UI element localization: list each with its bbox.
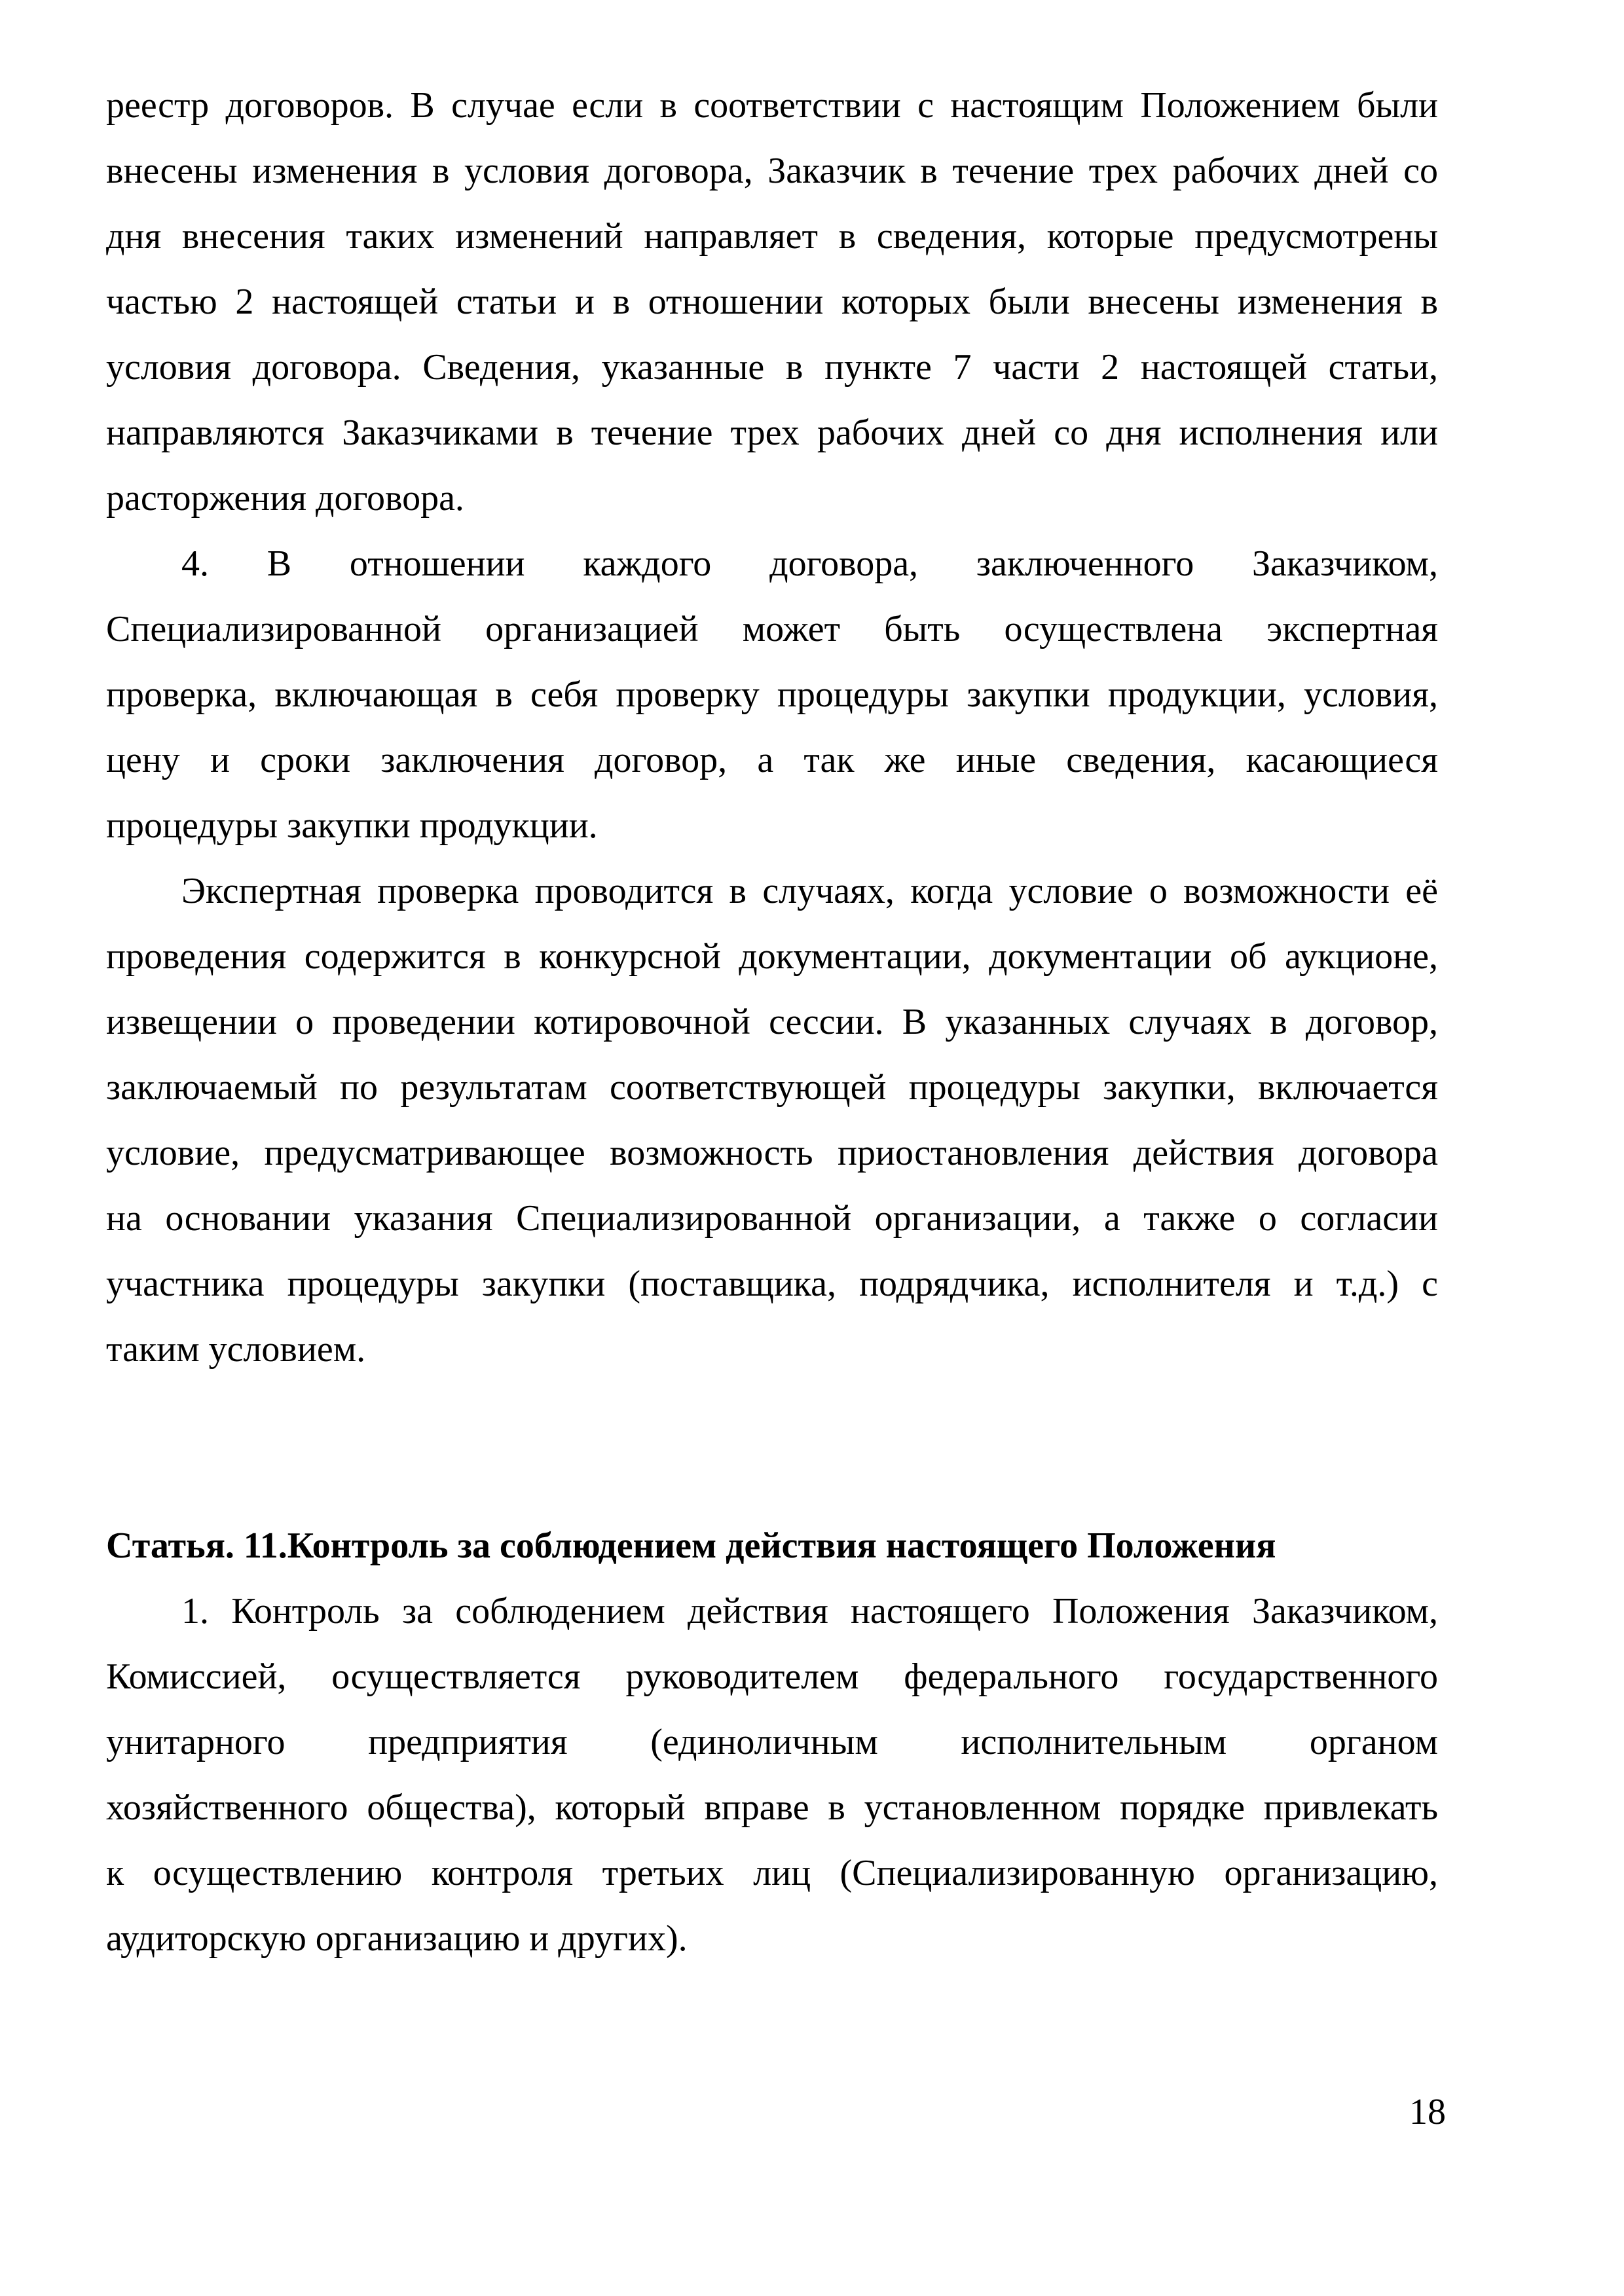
body-paragraph xyxy=(106,531,1438,858)
text-line: участника процедуры закупки (поставщика, подрядчика, исполнителя и т.д.) с xyxy=(106,1264,1438,1304)
heading-line: Статья. 11.Контроль за соблюдением действия настоящего Положения xyxy=(106,1525,1276,1566)
text-line: на основании указания Специализированной организации, а также о согласии xyxy=(106,1198,1438,1239)
text-line: заключаемый по результатам соответствующей процедуры закупки, включается xyxy=(106,1067,1438,1108)
text-line: 4. В отношении каждого договора, заключенного Заказчиком, xyxy=(181,543,1438,584)
text-line: проверка, включающая в себя проверку процедуры закупки продукции, условия, xyxy=(106,674,1438,715)
article-heading xyxy=(106,1513,1438,1578)
text-line: дня внесения таких изменений направляет в сведения, которые предусмотрены xyxy=(106,216,1438,257)
text-line: условие, предусматривающее возможность приостановления действия договора xyxy=(106,1133,1438,1173)
document-body xyxy=(106,73,1438,1971)
text-line: процедуры закупки продукции. xyxy=(106,805,598,846)
body-paragraph xyxy=(106,858,1438,1382)
body-paragraph xyxy=(106,1578,1438,1971)
text-line: хозяйственного общества), который вправе в установленном порядке привлекать xyxy=(106,1787,1438,1828)
text-line: расторжения договора. xyxy=(106,478,464,519)
text-line: унитарного предприятия (единоличным исполнительным органом xyxy=(106,1722,1438,1762)
text-line: проведения содержится в конкурсной документации, документации об аукционе, xyxy=(106,936,1438,977)
text-line: внесены изменения в условия договора, Заказчик в течение трех рабочих дней со xyxy=(106,151,1438,191)
text-line: цену и сроки заключения договор, а так же иные сведения, касающиеся xyxy=(106,740,1438,780)
text-line: 1. Контроль за соблюдением действия настоящего Положения Заказчиком, xyxy=(181,1591,1438,1631)
text-line: аудиторскую организацию и других). xyxy=(106,1918,688,1959)
text-line: Комиссией, осуществляется руководителем федерального государственного xyxy=(106,1656,1438,1697)
text-line: извещении о проведении котировочной сессии. В указанных случаях в договор, xyxy=(106,1002,1438,1042)
text-line: условия договора. Сведения, указанные в пункте 7 части 2 настоящей статьи, xyxy=(106,347,1438,388)
text-line: Экспертная проверка проводится в случаях, когда условие о возможности её xyxy=(181,871,1438,911)
text-line: Специализированной организацией может быть осуществлена экспертная xyxy=(106,609,1438,649)
text-line: частью 2 настоящей статьи и в отношении которых были внесены изменения в xyxy=(106,282,1438,322)
page-number: 18 xyxy=(1409,2092,1446,2132)
text-line: таким условием. xyxy=(106,1329,366,1370)
body-paragraph xyxy=(106,73,1438,531)
paragraph-spacer xyxy=(106,1382,1438,1513)
text-line: реестр договоров. В случае если в соответствии с настоящим Положением были xyxy=(106,85,1438,126)
text-line: направляются Заказчиками в течение трех рабочих дней со дня исполнения или xyxy=(106,412,1438,453)
text-line: к осуществлению контроля третьих лиц (Специализированную организацию, xyxy=(106,1853,1438,1893)
